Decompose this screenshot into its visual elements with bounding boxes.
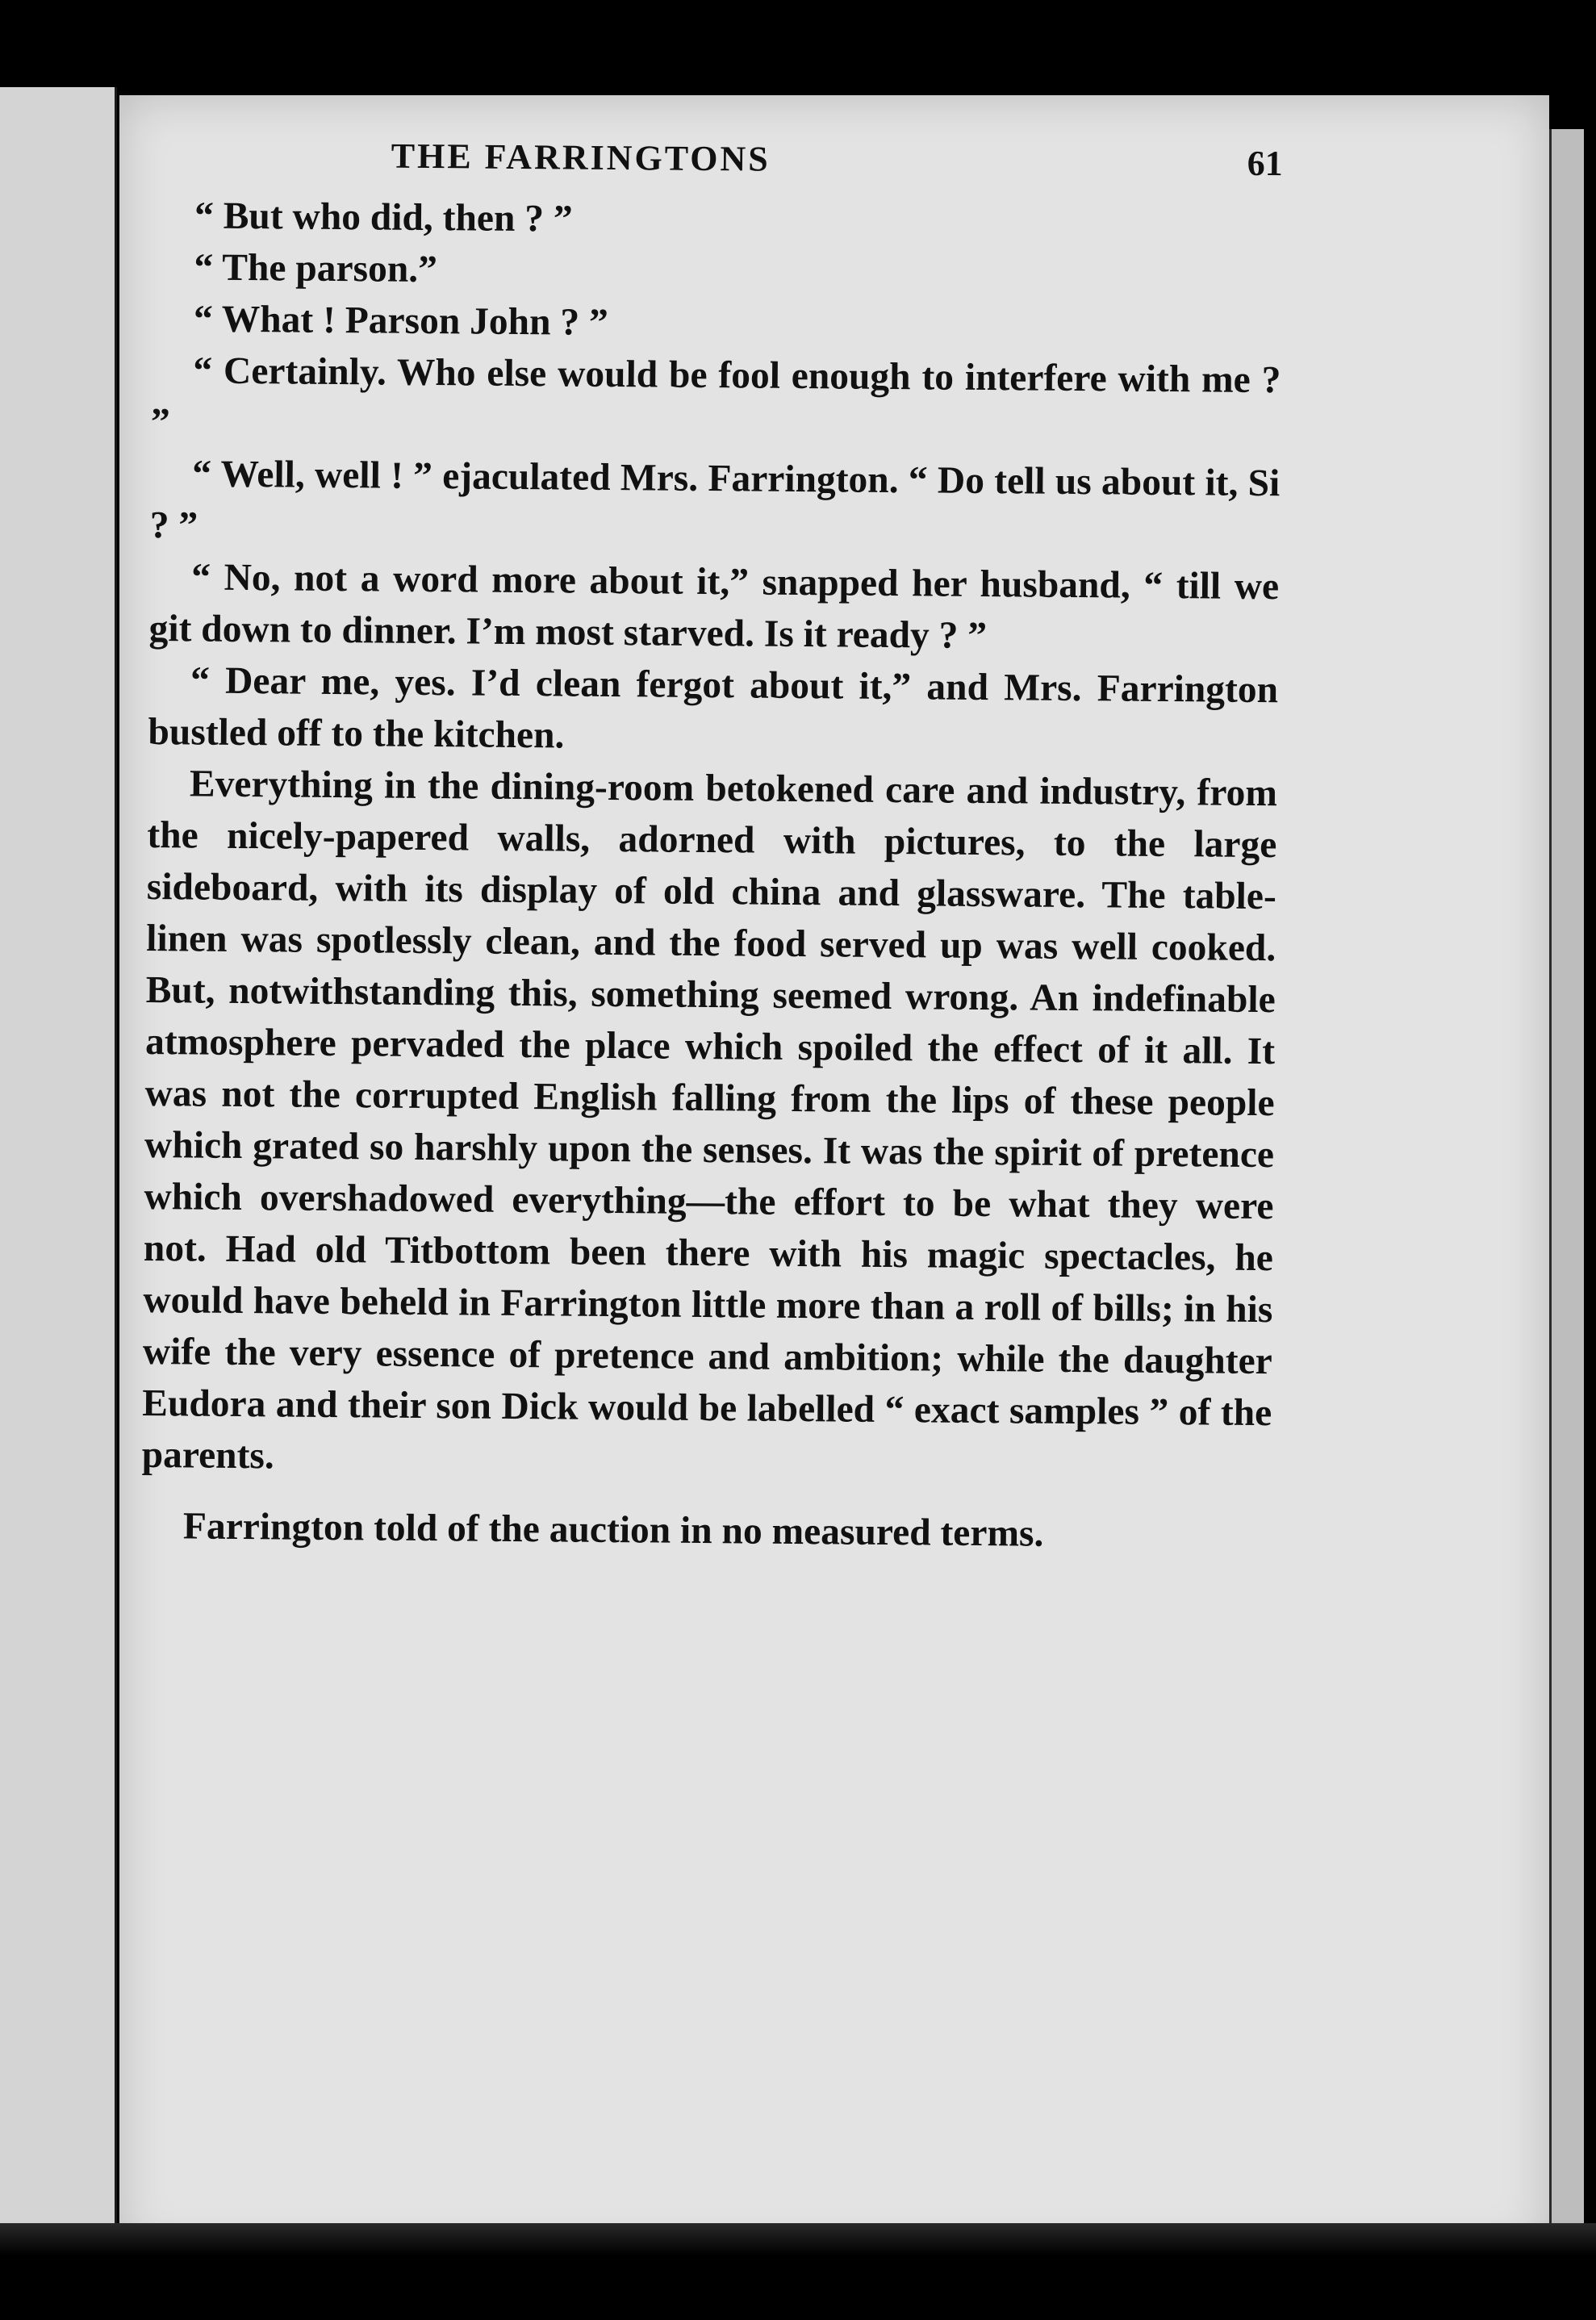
running-head-title: THE FARRINGTONS	[391, 136, 771, 179]
page-number: 61	[1247, 143, 1283, 184]
paragraph: “ Certainly. Who else would be fool enough to interfere with me ? ”	[150, 349, 1281, 444]
page-right-edge	[1549, 129, 1584, 2243]
paragraph: “ No, not a word more about it,” snapped her husband, “ till we git down to dinner. I’m most starved. Is it ready ? ”	[148, 556, 1280, 658]
paragraph: Farrington told of the auction in no measured terms.	[182, 1505, 1044, 1555]
paragraph: “ The parson.”	[194, 246, 438, 291]
paragraph: “ Well, well ! ” ejaculated Mrs. Farrington. “ Do tell us about it, Si ? ”	[149, 453, 1281, 547]
binding-shadow	[0, 2223, 1596, 2255]
body-text	[141, 190, 1283, 1561]
paragraph: “ Dear me, yes. I’d clean fergot about it,” and Mrs. Farrington bustled off to the kitchen.	[148, 659, 1279, 757]
page-content	[141, 133, 1283, 1561]
paragraph: “ What ! Parson John ? ”	[193, 298, 608, 344]
paragraph: “ But who did, then ? ”	[194, 194, 573, 240]
facing-page-edge	[0, 87, 117, 2238]
paragraph: Everything in the dining-room betokened care and industry, from the nicely-papered walls, adorned with pictures, to the large sideboard, with its display of old china and glassware. The table-linen was spotlessly clean, and the food served up was well cooked. But, notwithstanding this, something seemed wrong. An indefinable atmosphere pervaded the place which spoiled the effect of it all. It was not the corrupted English falling from the lips of these people which grated so harshly upon the senses. It was the spirit of pretence which overshadowed everything—the effort to be what they were not. Had old Titbottom been there with his magic spectacles, he would have beheld in Farrington little more than a roll of bills; in his wife the very essence of pretence and ambition; while the daughter Eudora and their son Dick would be labelled “ exact samples ” of the parents.	[141, 763, 1278, 1478]
running-head	[152, 133, 1283, 199]
